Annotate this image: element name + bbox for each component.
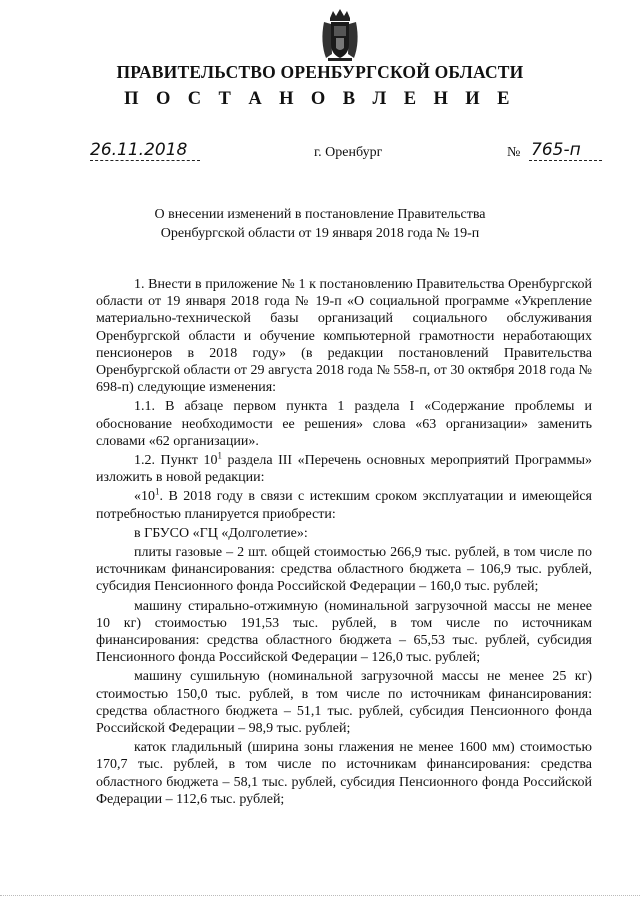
item-ironing-roller: каток гладильный (ширина зоны глажения не менее 1600 мм) стоимостью 170,7 тыс. рублей, в том числе по источникам финансирования: средства областного бюджета – 58,1 тыс. рублей, субсидия Пенсионного фонда Российской Федерации – 112,6 тыс. рублей; xyxy=(96,740,592,807)
paragraph-10-1-start: «10 xyxy=(134,489,155,505)
paragraph-1-2-start: 1.2. Пункт 10 xyxy=(134,453,218,469)
page-bottom-edge xyxy=(0,895,640,897)
date-underline xyxy=(90,160,200,162)
organization-title: ПРАВИТЕЛЬСТВО ОРЕНБУРГСКОЙ ОБЛАСТИ xyxy=(116,62,524,82)
paragraph-1-2-end: раздела III «Перечень основных мероприятий Программы» изложить в новой редакции: xyxy=(96,453,592,486)
oblast-coat-of-arms-icon xyxy=(318,8,362,64)
paragraph-10-1 xyxy=(96,488,592,522)
paragraph-10-1-superscript: 1 xyxy=(155,486,160,497)
document-body xyxy=(96,276,592,808)
paragraph-10-1-end: . В 2018 году в связи с истекшим сроком эксплуатации и имеющейся потребностью планируется приобрести: xyxy=(96,489,592,522)
number-sign: № xyxy=(507,145,521,160)
paragraph-1-2-superscript: 1 xyxy=(217,450,222,461)
document-type: П О С Т А Н О В Л Е Н И Е xyxy=(124,89,516,109)
paragraph-1: 1. Внести в приложение № 1 к постановлению Правительства Оренбургской области от 19 января 2018 года № 19-п «О социальной программе «Укрепление материально-технической базы организаций социального обслуживания Оренбургской области и обучение компьютерной грамотности неработающих пенсионеров в 2018 году» (в редакции постановлений Правительства Оренбургской области от 29 августа 2018 года № 558-п, от 30 октября 2018 года № 698-п) следующие изменения: xyxy=(96,277,592,396)
subject-line-1: О внесении изменений в постановление Правительства xyxy=(154,207,486,222)
document-subject xyxy=(0,205,640,243)
document-date xyxy=(90,140,200,160)
date-handwritten: 26.11.2018 xyxy=(90,140,188,160)
item-washing-machine: машину стирально-отжимную (номинальной загрузочной массы не менее 10 кг) стоимостью 191,53 тыс. рублей, в том числе по источникам финансирования: средства областного бюджета – 65,53 тыс. рублей, субсидия Пенсионного фонда Российской Федерации – 126,0 тыс. рублей; xyxy=(96,598,592,666)
subject-line-2: Оренбургской области от 19 января 2018 года № 19-п xyxy=(160,226,480,241)
item-drying-machine: машину сушильную (номинальной загрузочной массы не менее 25 кг) стоимостью 150,0 тыс. рублей, в том числе по источникам финансирования: средства областного бюджета – 51,1 тыс. рублей, субсидия Пенсионного фонда Российской Федерации – 98,9 тыс. рублей; xyxy=(96,669,592,737)
paragraph-1-1: 1.1. В абзаце первом пункта 1 раздела I «Содержание проблемы и обоснование необходимости ее решения» слова «63 организации» заменить словами «62 организации». xyxy=(96,399,592,449)
number-underline xyxy=(529,160,602,162)
item-gas-stoves: плиты газовые – 2 шт. общей стоимостью 266,9 тыс. рублей, в том числе по источникам финансирования: средства областного бюджета – 106,9 тыс. рублей, субсидия Пенсионного фонда Российской Федерации – 160,0 тыс. рублей; xyxy=(96,545,592,595)
document-city: г. Оренбург xyxy=(314,145,383,160)
paragraph-1-2 xyxy=(96,452,592,486)
institution-heading: в ГБУСО «ГЦ «Долголетие»: xyxy=(134,525,308,541)
number-handwritten: 765-п xyxy=(531,140,581,160)
